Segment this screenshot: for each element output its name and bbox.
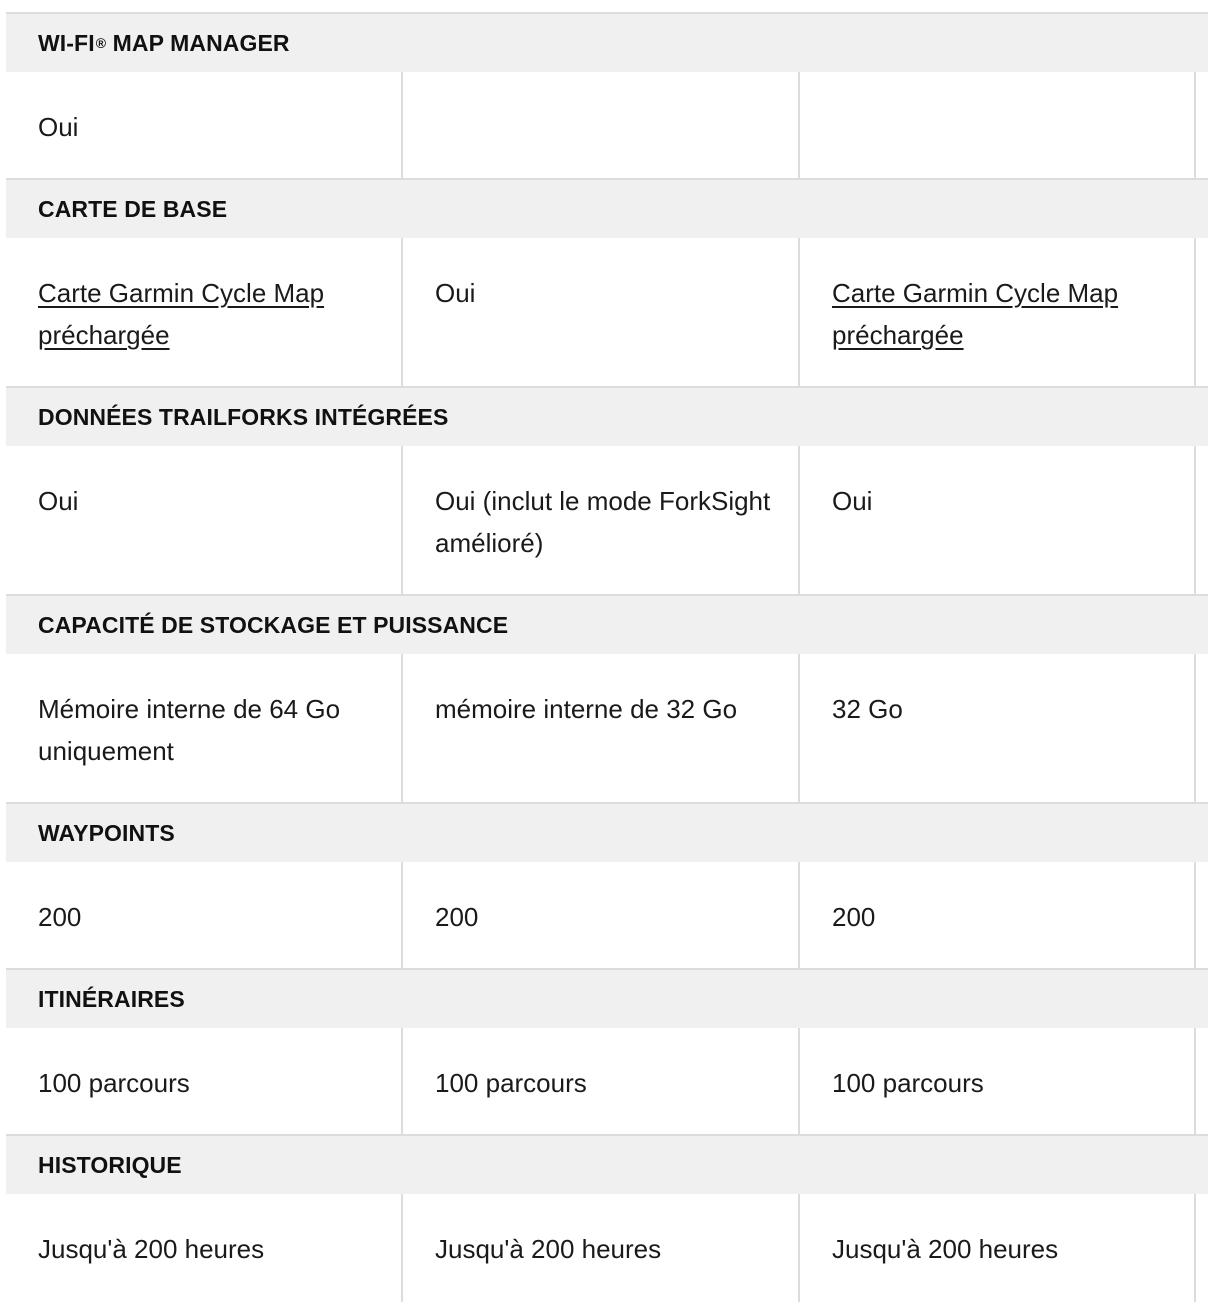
section-header-wifi-map-manager <box>6 14 1208 72</box>
table-cell <box>6 238 403 386</box>
table-cell: 100 parcours <box>403 1028 800 1134</box>
table-cell: 200 <box>403 862 800 968</box>
table-row <box>6 446 1208 596</box>
section-title: WI-FI <box>38 29 95 56</box>
table-cell-overflow <box>1196 72 1208 178</box>
table-cell: Oui <box>6 72 403 178</box>
table-cell: Jusqu'à 200 heures <box>800 1194 1196 1302</box>
garmin-cycle-map-link[interactable]: Carte Garmin Cycle Map préchargée <box>832 278 1119 350</box>
comparison-table <box>6 12 1208 1302</box>
table-cell <box>800 238 1196 386</box>
table-row <box>6 1194 1208 1302</box>
table-cell: Oui (inclut le mode ForkSight amélioré) <box>403 446 800 594</box>
table-cell-overflow <box>1196 446 1208 594</box>
table-row <box>6 862 1208 970</box>
section-header-itineraires: ITINÉRAIRES <box>6 970 1208 1028</box>
table-cell: 200 <box>800 862 1196 968</box>
table-cell: mémoire interne de 32 Go <box>403 654 800 802</box>
table-cell <box>403 72 800 178</box>
table-row <box>6 654 1208 804</box>
table-cell: 32 Go <box>800 654 1196 802</box>
section-header-storage-capacity: CAPACITÉ DE STOCKAGE ET PUISSANCE <box>6 596 1208 654</box>
section-header-historique: HISTORIQUE <box>6 1136 1208 1194</box>
table-cell-overflow <box>1196 238 1208 386</box>
table-row <box>6 72 1208 180</box>
section-header-waypoints: WAYPOINTS <box>6 804 1208 862</box>
garmin-cycle-map-link[interactable]: Carte Garmin Cycle Map préchargée <box>38 278 325 350</box>
table-cell: 100 parcours <box>6 1028 403 1134</box>
table-cell: Oui <box>6 446 403 594</box>
table-row <box>6 1028 1208 1136</box>
registered-mark: ® <box>95 35 107 51</box>
table-cell-overflow <box>1196 1194 1208 1302</box>
table-cell: Jusqu'à 200 heures <box>6 1194 403 1302</box>
table-cell: 100 parcours <box>800 1028 1196 1134</box>
table-cell: Mémoire interne de 64 Go uniquement <box>6 654 403 802</box>
section-header-trailforks: DONNÉES TRAILFORKS INTÉGRÉES <box>6 388 1208 446</box>
section-title-suffix: MAP MANAGER <box>106 29 290 56</box>
table-cell <box>800 72 1196 178</box>
table-cell: 200 <box>6 862 403 968</box>
table-cell-overflow <box>1196 1028 1208 1134</box>
table-cell-overflow <box>1196 654 1208 802</box>
table-cell: Oui <box>800 446 1196 594</box>
table-cell: Jusqu'à 200 heures <box>403 1194 800 1302</box>
table-row <box>6 238 1208 388</box>
table-cell: Oui <box>403 238 800 386</box>
section-header-carte-de-base: CARTE DE BASE <box>6 180 1208 238</box>
table-cell-overflow <box>1196 862 1208 968</box>
